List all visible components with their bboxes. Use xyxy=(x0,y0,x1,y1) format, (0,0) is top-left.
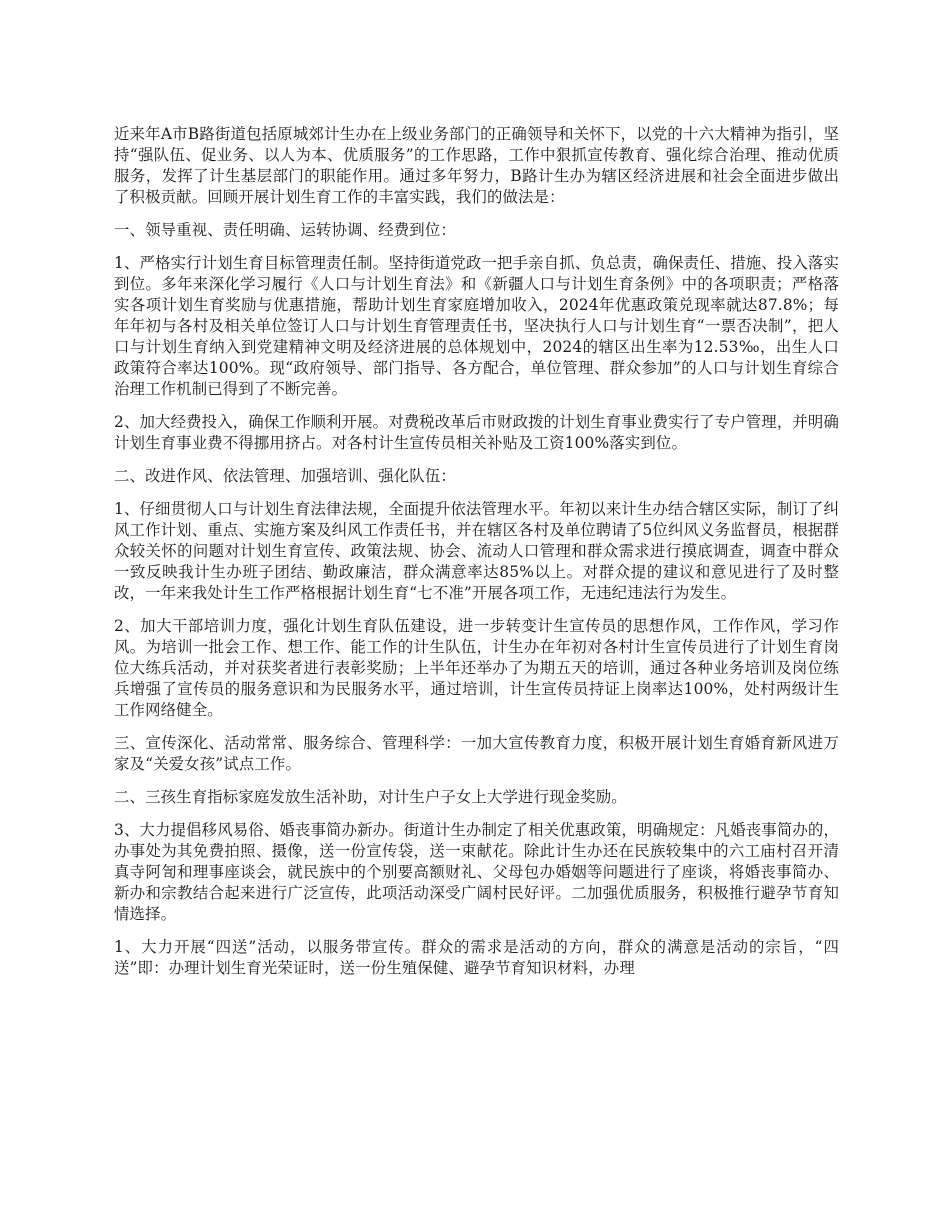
paragraph-2-1: 1、仔细贯彻人口与计划生育法律法规，全面提升依法管理水平。年初以来计生办结合辖区实际，制订了纠风工作计划、重点、实施方案及纠风工作责任书，并在辖区各村及单位聘请了5位纠风义务监督员，根据群众较关怀的问题对计划生育宣传、政策法规、协会、流动人口管理和群众需求进行摸底调查，调查中群众一致反映我计生办班子团结、勤政廉洁，群众满意率达85%以上。对群众提的建议和意见进行了及时整改，一年来我处计生工作严格根据计划生育“七不准”开展各项工作，无违纪违法行为发生。 xyxy=(114,500,839,602)
document-body xyxy=(114,124,839,991)
paragraph-1-1: 1、严格实行计划生育目标管理责任制。坚持街道党政一把手亲自抓、负总责，确保责任、措施、投入落实到位。多年来深化学习履行《人口与计划生育法》和《新疆人口与计划生育条例》中的各项职责；严格落实各项计划生育奖励与优惠措施，帮助计划生育家庭增加收入，2024年优惠政策兑现率就达87.8%；每年年初与各村及相关单位签订人口与计划生育管理责任书，坚决执行人口与计划生育“一票否决制”，把人口与计划生育纳入到党建精神文明及经济进展的总体规划中，2024的辖区出生率为12.53‰，出生人口政策符合率达100%。现“政府领导、部门指导、各方配合，单位管理、群众参加”的人口与计划生育综合治理工作机制已得到了不断完善。 xyxy=(114,254,839,398)
section-heading-3: 三、宣传深化、活动常常、服务综合、管理科学：一加大宣传教育力度，积极开展计划生育婚育新风进万家及“关爱女孩”试点工作。 xyxy=(114,734,839,773)
section-heading-1: 一、领导重视、责任明确、运转协调、经费到位： xyxy=(114,221,456,239)
paragraph-1-2: 2、加大经费投入，确保工作顺利开展。对费税改革后市财政拨的计划生育事业费实行了专户管理，并明确计划生育事业费不得挪用挤占。对各村计生宣传员相关补贴及工资100%落实到位。 xyxy=(114,413,839,452)
section-heading-2: 二、改进作风、依法管理、加强培训、强化队伍： xyxy=(114,467,456,485)
paragraph-3-3: 3、大力提倡移风易俗、婚丧事简办新办。街道计生办制定了相关优惠政策，明确规定：凡婚丧事简办的，办事处为其免费拍照、摄像，送一份宣传袋，送一束献花。除此计生办还在民族较集中的六工庙村召开清真寺阿訇和理事座谈会，就民族中的个别要高额财礼、父母包办婚姻等问题进行了座谈，将婚丧事简办、新办和宗教结合起来进行广泛宣传，此项活动深受广阔村民好评。二加强优质服务，积极推行避孕节育知情选择。 xyxy=(114,821,839,923)
paragraph-3-2: 二、三孩生育指标家庭发放生活补助，对计生户子女上大学进行现金奖励。 xyxy=(114,788,627,806)
paragraph-4-1: 1、大力开展“四送”活动，以服务带宣传。群众的需求是活动的方向，群众的满意是活动的宗旨，“四送”即：办理计划生育光荣证时，送一份生殖保健、避孕节育知识材料，办理 xyxy=(114,938,839,977)
intro-paragraph: 近来年A市B路街道包括原城郊计生办在上级业务部门的正确领导和关怀下，以党的十六大精神为指引，坚持“强队伍、促业务、以人为本、优质服务”的工作思路，工作中狠抓宣传教育、强化综合治理、推动优质服务，发挥了计生基层部门的职能作用。通过多年努力，B路计生办为辖区经济进展和社会全面进步做出了积极贡献。回顾开展计划生育工作的丰富实践，我们的做法是： xyxy=(114,125,839,206)
paragraph-2-2: 2、加大干部培训力度，强化计划生育队伍建设，进一步转变计生宣传员的思想作风，工作作风，学习作风。为培训一批会工作、想工作、能工作的计生队伍，计生办在年初对各村计生宣传员进行了计划生育岗位大练兵活动，并对获奖者进行表彰奖励；上半年还举办了为期五天的培训，通过各种业务培训及岗位练兵增强了宣传员的服务意识和为民服务水平，通过培训，计生宣传员持证上岗率达100%，处村两级计生工作网络健全。 xyxy=(114,617,839,719)
